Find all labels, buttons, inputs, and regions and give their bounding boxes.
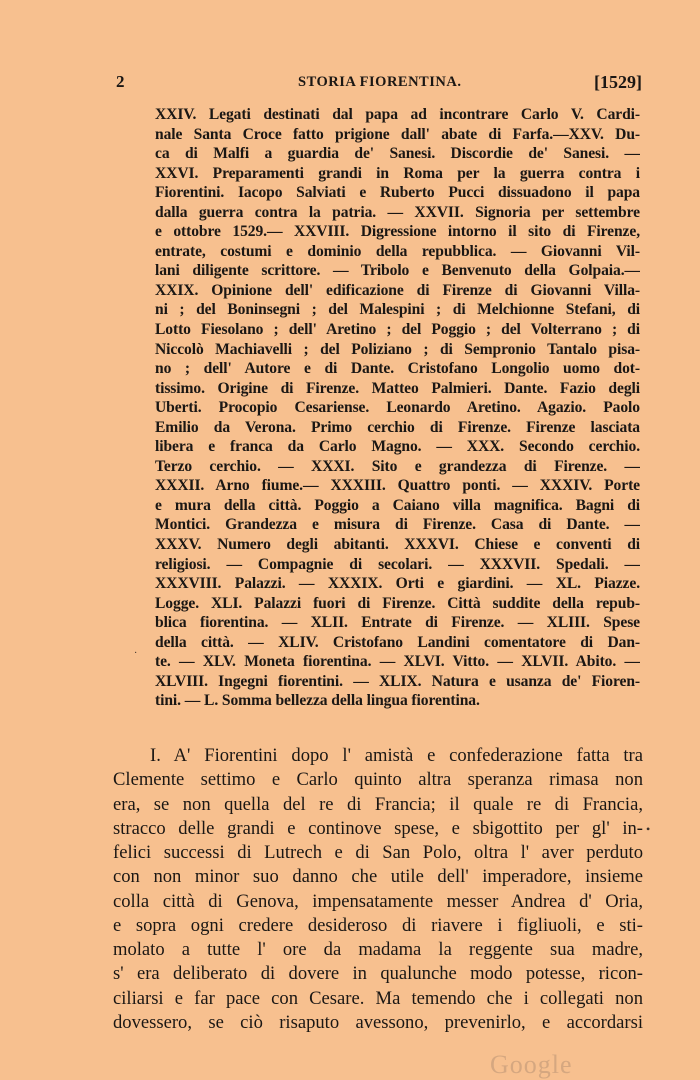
summary-line: Lotto Fiesolano ; dell' Aretino ; del Poggio ; del Volterrano ; di (155, 321, 640, 339)
summary-line: XXXVIII. Palazzi. — XXXIX. Orti e giardini. — XL. Piazze. (155, 575, 640, 593)
body-line: con non minor suo danno che utile dell' imperadore, insieme (113, 866, 643, 888)
margin-speck: · (134, 648, 138, 659)
summary-line: no ; dell' Autore e di Dante. Cristofano Longolio uomo dot- (155, 360, 640, 378)
body-line: ciliarsi e far pace con Cesare. Ma temendo che i collegati non (113, 987, 643, 1009)
body-line: I. A' Fiorentini dopo l' amistà e confederazione fatta tra (150, 745, 643, 766)
body-line: colla città di Genova, impensatamente messer Andrea d' Oria, (113, 890, 643, 912)
body-line: e sopra ogni credere desideroso di riavere i figliuoli, e sti- (113, 914, 643, 936)
summary-line: Montici. Grandezza e misura di Firenze. Casa di Dante. — (155, 516, 640, 534)
body-line: molato a tutte l' ore da madama la reggente sua madre, (113, 939, 643, 960)
body-line: felici successi di Lutrech e di San Polo, oltra l' aver perduto (113, 842, 643, 863)
summary-line: XXIV. Legati destinati dal papa ad incontrare Carlo V. Cardi- (155, 106, 640, 123)
summary-line: tissimo. Origine di Firenze. Matteo Palmieri. Dante. Fazio degli (155, 379, 640, 397)
body-line: dovessero, se ciò risaputo avessono, prevenirlo, e accordarsi (113, 1011, 643, 1033)
body-line: era, se non quella del re di Francia; il quale re di Francia, (113, 793, 643, 815)
page-number: 2 (116, 72, 125, 91)
summary-line: della città. — XLIV. Cristofano Landini comentatore di Dan- (155, 633, 640, 651)
summary-line: religiosi. — Compagnie di secolari. — XXXVII. Spedali. — (155, 555, 640, 573)
scan-watermark: Google (490, 1050, 573, 1079)
summary-line: libera e franca da Carlo Magno. — XXX. Secondo cerchio. (155, 438, 640, 456)
summary-line: Terzo cerchio. — XXXI. Sito e grandezza di Firenze. — (155, 457, 640, 475)
summary-line: ni ; del Boninsegni ; del Malespini ; di Melchionne Stefani, di (155, 301, 640, 319)
summary-line: XLVIII. Ingegni fiorentini. — XLIX. Natura e usanza de' Fioren- (155, 672, 640, 690)
summary-line: te. — XLV. Moneta fiorentina. — XLVI. Vitto. — XLVII. Abito. — (155, 653, 640, 671)
summary-line: Fiorentini. Iacopo Salviati e Ruberto Pucci dissuadono il papa (155, 184, 640, 202)
summary-line: dalla guerra contra la patria. — XXVII. Signoria per settembre (155, 203, 640, 221)
running-header (116, 72, 644, 96)
summary-line: ca di Malfi a guardia de' Sanesi. Discordie de' Sanesi. — (155, 145, 640, 163)
summary-line: Emilio da Verona. Primo cerchio di Firenze. Firenze lasciata (155, 418, 640, 436)
year-marker: [1529] (594, 72, 642, 92)
body-line: Clemente settimo e Carlo quinto altra speranza rimasa non (113, 769, 643, 791)
summary-line: entrate, costumi e dominio della repubblica. — Giovanni Vil- (155, 242, 640, 260)
summary-line: nale Santa Croce fatto prigione dall' abate di Farfa.—XXV. Du- (155, 125, 640, 143)
summary-line: Niccolò Machiavelli ; del Poliziano ; di Sempronio Tantalo pisa- (155, 340, 640, 358)
summary-line: e mura della città. Poggio a Caiano villa magnifica. Bagni di (155, 496, 640, 514)
body-line: s' era deliberato di dovere in qualunche modo potesse, ricon- (113, 963, 643, 985)
summary-line: blica fiorentina. — XLII. Entrate di Firenze. — XLIII. Spese (155, 614, 640, 632)
margin-speck: • (646, 822, 651, 836)
summary-line: lani diligente scrittore. — Tribolo e Benvenuto della Golpaia.— (155, 262, 640, 280)
summary-line: Logge. XLI. Palazzi fuori di Firenze. Città suddite della repub- (155, 594, 640, 612)
summary-line: tini. — L. Somma bellezza della lingua fiorentina. (155, 692, 480, 710)
summary-line: XXIX. Opinione dell' edificazione di Firenze di Giovanni Villa- (155, 281, 640, 299)
summary-line: XXVI. Preparamenti grandi in Roma per la guerra contra i (155, 164, 640, 182)
summary-line: XXXII. Arno fiume.— XXXIII. Quattro ponti. — XXXIV. Porte (155, 477, 640, 495)
body-text (113, 744, 643, 1035)
chapter-summary (155, 105, 640, 711)
summary-line: XXXV. Numero degli abitanti. XXXVI. Chiese e conventi di (155, 536, 640, 554)
running-title: STORIA FIORENTINA. (298, 74, 462, 90)
summary-line: Uberti. Procopio Cesariense. Leonardo Aretino. Agazio. Paolo (155, 399, 640, 417)
summary-line: e ottobre 1529.— XXVIII. Digressione intorno il sito di Firenze, (155, 223, 640, 241)
body-line: stracco delle grandi e continove spese, e sbigottito per gl' in- (113, 817, 643, 839)
